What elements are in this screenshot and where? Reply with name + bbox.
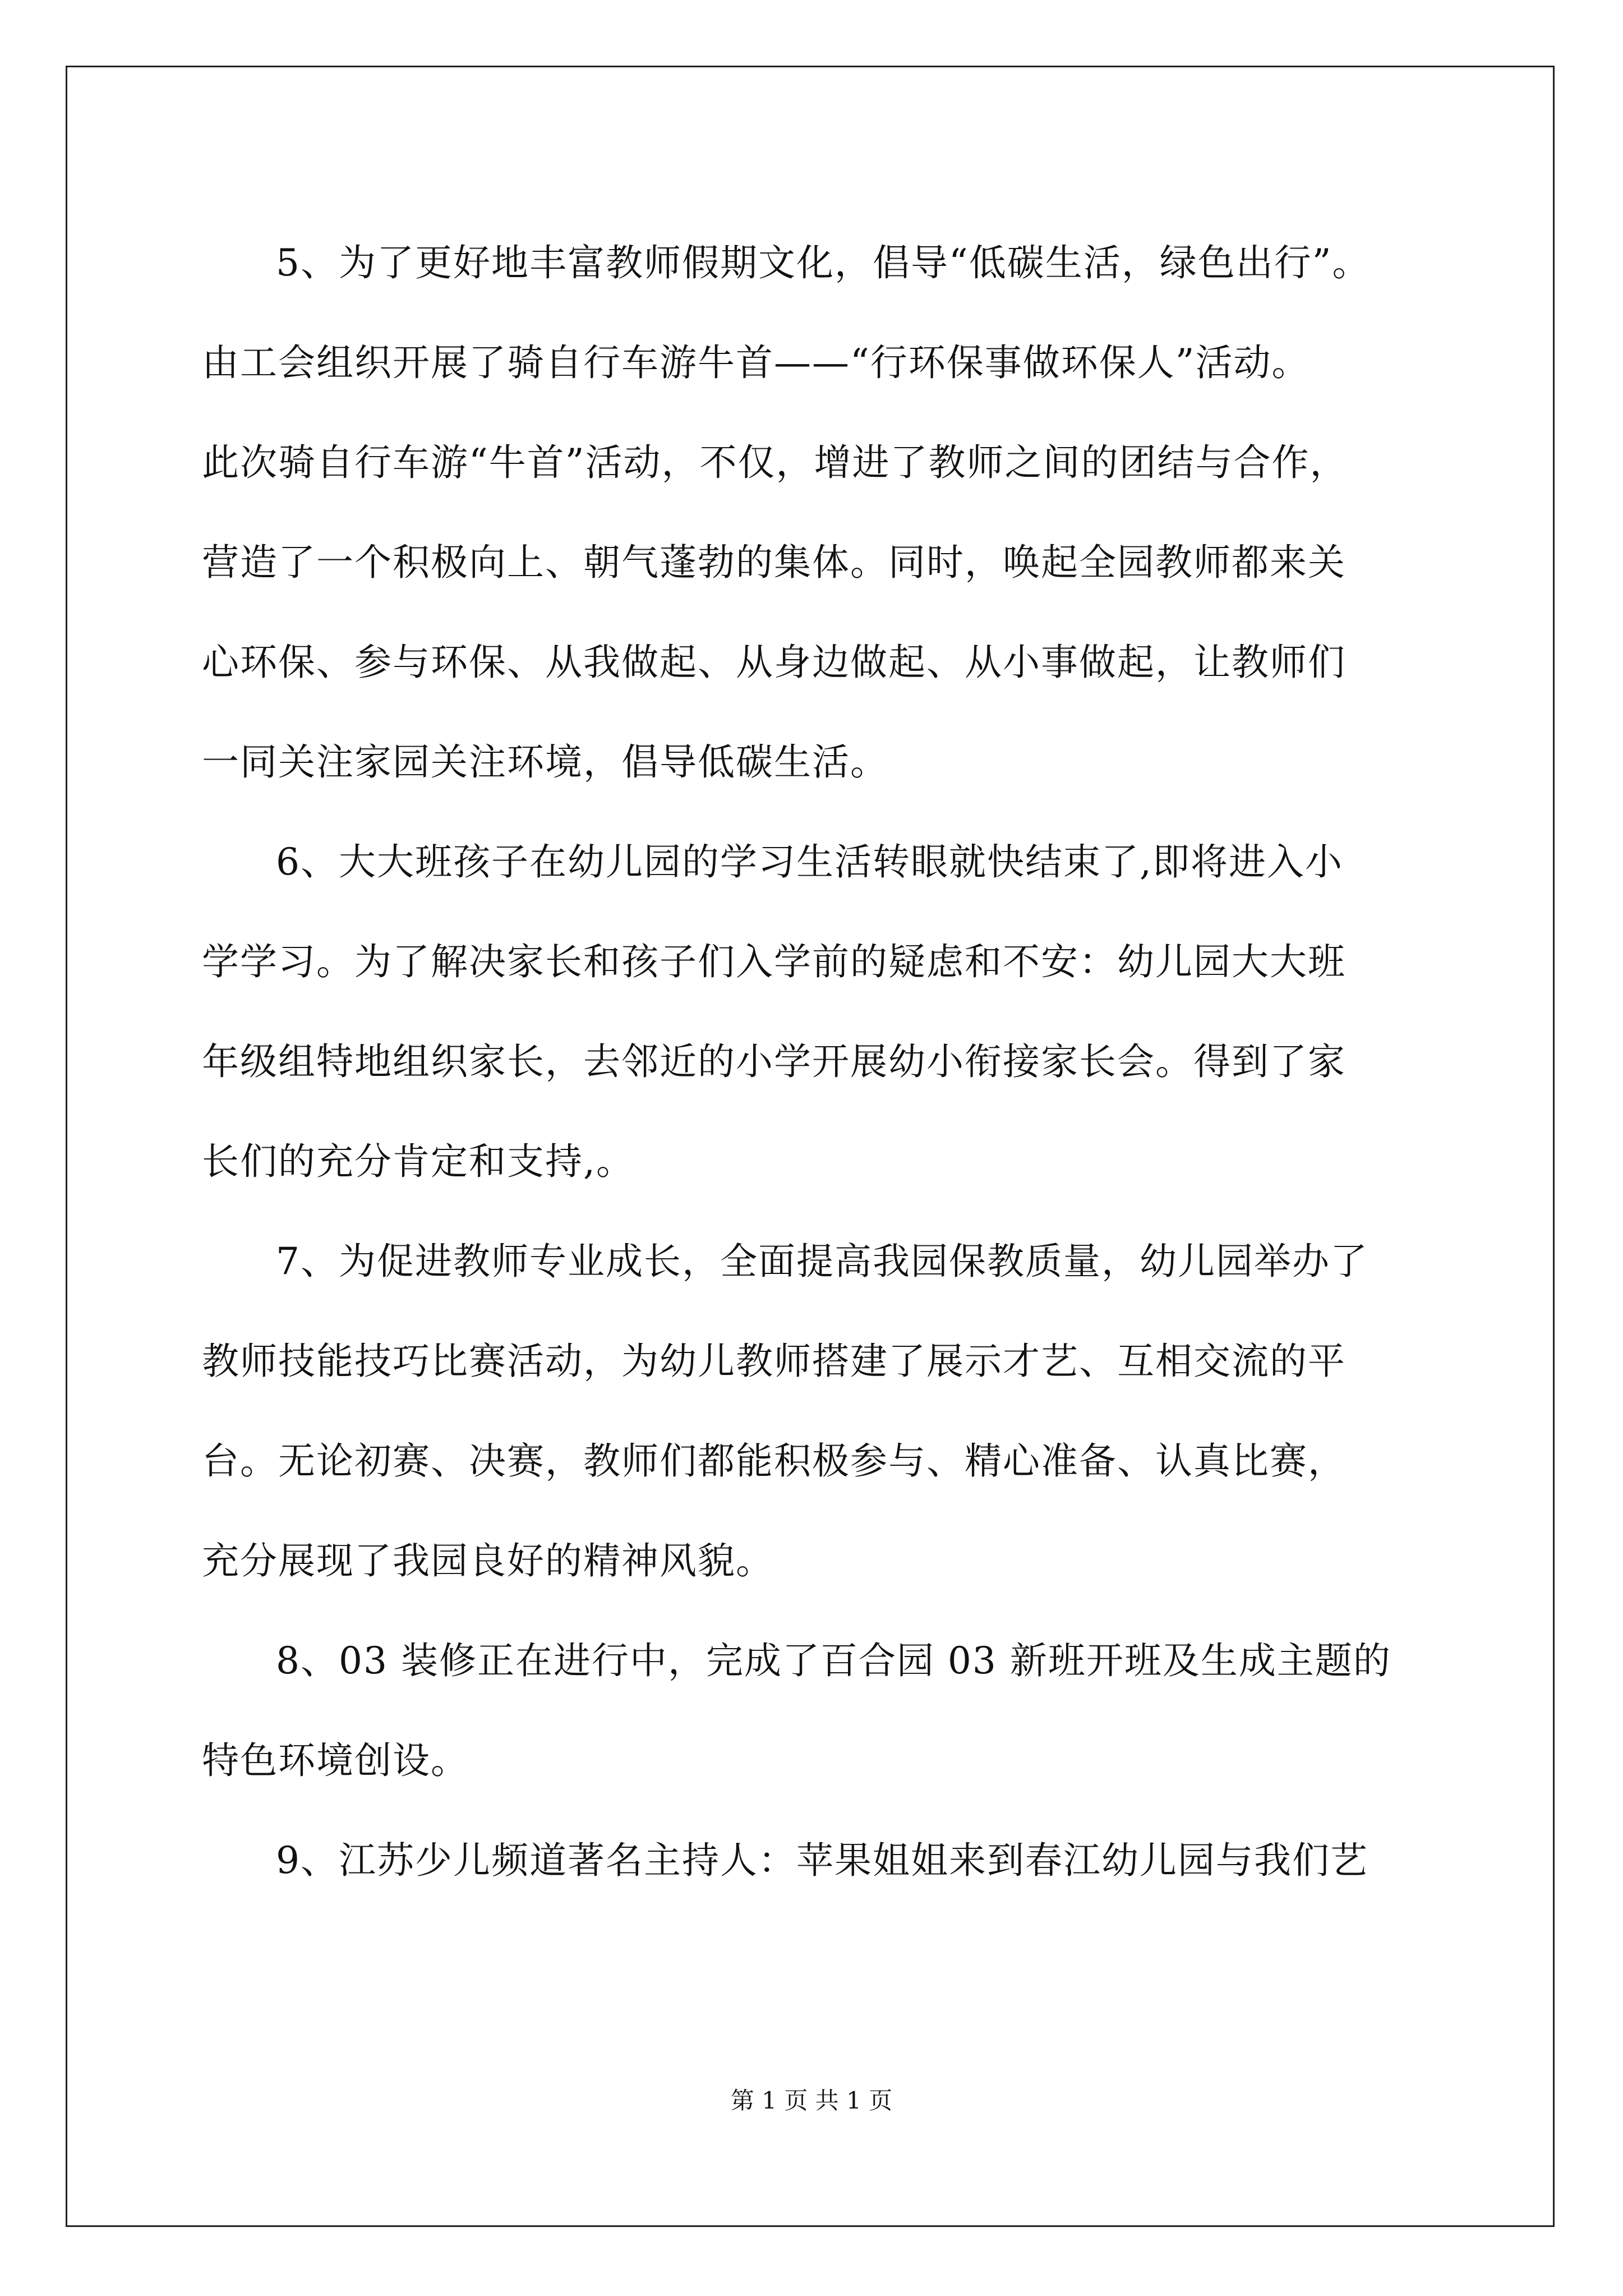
text-line: 8、03 装修正在进行中，完成了百合园 03 新班开班及生成主题的 bbox=[276, 1639, 1391, 1682]
text-line: 心环保、参与环保、从我做起、从身边做起、从小事做起，让教师们 bbox=[202, 641, 1346, 684]
text-line: 营造了一个积极向上、朝气蓬勃的集体。同时，唤起全园教师都来关 bbox=[202, 541, 1346, 584]
text-line: 一同关注家园关注环境，倡导低碳生活。 bbox=[202, 740, 888, 784]
document-body bbox=[202, 213, 1436, 1911]
text-line: 长们的充分肯定和支持,。 bbox=[202, 1140, 634, 1183]
page-footer: 第 1 页 共 1 页 bbox=[730, 2087, 893, 2114]
text-line: 9、江苏少儿频道著名主持人：苹果姐姐来到春江幼儿园与我们艺 bbox=[276, 1839, 1368, 1882]
text-line: 特色环境创设。 bbox=[202, 1739, 469, 1782]
text-line: 由工会组织开展了骑自行车游牛首——“行环保事做环保人”活动。 bbox=[202, 341, 1310, 384]
text-line: 台。无论初赛、决赛，教师们都能积极参与、精心准备、认真比赛， bbox=[202, 1439, 1346, 1483]
text-line: 年级组特地组织家长，去邻近的小学开展幼小衔接家长会。得到了家 bbox=[202, 1040, 1346, 1083]
text-line: 此次骑自行车游“牛首”活动，不仅，增进了教师之间的团结与合作， bbox=[202, 441, 1348, 484]
text-line: 5、为了更好地丰富教师假期文化，倡导“低碳生活，绿色出行”。 bbox=[276, 241, 1371, 284]
text-line: 教师技能技巧比赛活动，为幼儿教师搭建了展示才艺、互相交流的平 bbox=[202, 1340, 1346, 1383]
text-line: 学学习。为了解决家长和孩子们入学前的疑虑和不安：幼儿园大大班 bbox=[202, 940, 1346, 983]
text-line: 6、大大班孩子在幼儿园的学习生活转眼就快结束了,即将进入小 bbox=[276, 840, 1343, 884]
text-line: 7、为促进教师专业成长，全面提高我园保教质量，幼儿园举办了 bbox=[276, 1240, 1368, 1283]
text-line: 充分展现了我园良好的精神风貌。 bbox=[202, 1539, 774, 1582]
